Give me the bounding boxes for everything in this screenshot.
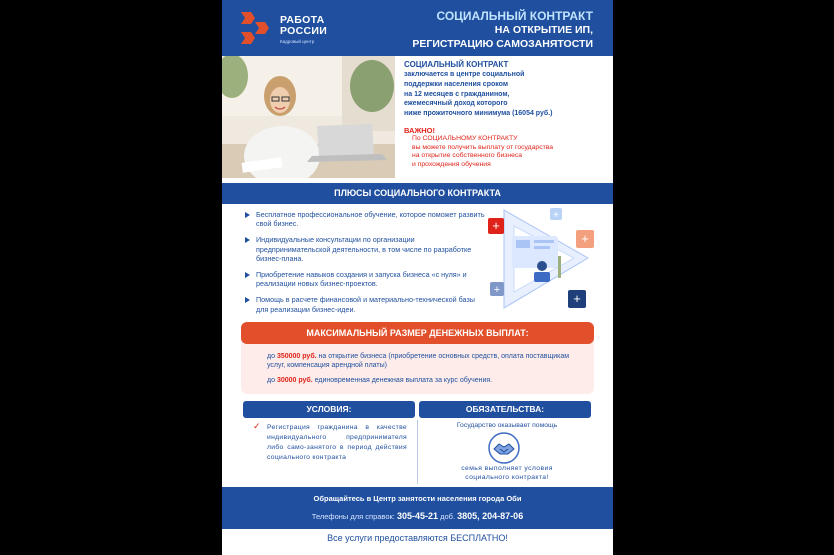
- obligations-line-2: семья выполняет условия социального контракта!: [461, 465, 553, 481]
- svg-text:+: +: [492, 218, 500, 233]
- logo-subtitle: Кадровый центр: [280, 39, 315, 44]
- svg-text:+: +: [581, 231, 589, 246]
- phone-main: 305-45-21: [396, 511, 439, 521]
- handshake-icon: [488, 432, 520, 464]
- footer-banner: [222, 487, 613, 529]
- benefits-title: ПЛЮСЫ СОЦИАЛЬНОГО КОНТРАКТА: [334, 188, 501, 198]
- footer-contact: Обращайтесь в Центр занятости населения города Оби: [313, 494, 522, 503]
- payments-title: МАКСИМАЛЬНЫЙ РАЗМЕР ДЕНЕЖНЫХ ВЫПЛАТ:: [241, 322, 594, 344]
- warning-text: По СОЦИАЛЬНОМУ КОНТРАКТУ вы можете получить выплату от государства на открытие собственного бизнеса и прохождения обучения: [412, 134, 554, 168]
- header-subtitle-1: НА ОТКРЫТИЕ ИП,: [494, 24, 593, 36]
- poster: [222, 0, 613, 555]
- benefits-list: [245, 210, 485, 321]
- list-item: Помощь в расчете финансовой и материально-технической базы для реализации бизнес-идеи.: [245, 295, 485, 313]
- list-item: Бесплатное профессиональное обучение, которое поможет развить свой бизнес.: [245, 210, 485, 228]
- benefits-band: [222, 183, 613, 204]
- free-services-note: Все услуги предоставляются БЕСПЛАТНО!: [327, 533, 508, 543]
- warning-heading: ВАЖНО!: [404, 125, 435, 135]
- conditions-text: Регистрация гражданина в качестве индивидуального предпринимателя либо само-занятого в период действия социального контракта: [267, 424, 407, 461]
- obligations-title: ОБЯЗАТЕЛЬСТВА:: [419, 401, 591, 418]
- list-item: Приобретение навыков создания и запуска бизнеса «с нуля» и реализации новых бизнес-проектов.: [245, 270, 485, 288]
- footer-phones: Телефоны для справок: 305-45-21 доб. 3805, 204-87-06: [311, 511, 524, 521]
- checkmark-icon: ✓: [253, 421, 261, 431]
- intro-text: заключается в центре социальной поддержки населения сроком на 12 месяцев с гражданином, ежемесячный доход которого ниже прожиточного минимума (16054 руб.): [404, 71, 553, 118]
- woman-laptop-photo: [222, 56, 395, 178]
- phone-ext: 3805, 204-87-06: [457, 511, 524, 521]
- logo-title: РАБОТА РОССИИ: [280, 14, 328, 37]
- obligations-line-1: Государство оказывает помощь: [456, 422, 558, 429]
- payment-amount-2: 30000 руб.: [276, 377, 313, 384]
- header-title: СОЦИАЛЬНЫЙ КОНТРАКТ: [436, 9, 593, 23]
- list-item: Индивидуальные консультации по организации предпринимательской деятельности, в том числе по разработке бизнес-плана.: [245, 235, 485, 263]
- logo-arrows-icon: [241, 12, 275, 44]
- payment-amount-1: 350000 руб.: [276, 353, 317, 360]
- header-subtitle-2: РЕГИСТРАЦИЮ САМОЗАНЯТОСТИ: [412, 38, 593, 50]
- header-banner: [222, 0, 613, 56]
- conditions-title: УСЛОВИЯ:: [243, 401, 415, 418]
- intro-block: [404, 60, 609, 169]
- payment-item-2: до 30000 руб. единовременная денежная выплата за курс обучения.: [267, 377, 493, 384]
- business-illustration-icon: [484, 206, 596, 312]
- payment-item-1: до 350000 руб. на открытие бизнеса (приобретение основных средств, оплата поставщикам услуг, компенсация арендной платы): [267, 353, 570, 370]
- svg-text:+: +: [573, 291, 581, 306]
- intro-heading: СОЦИАЛЬНЫЙ КОНТРАКТ: [404, 60, 509, 69]
- svg-text:+: +: [493, 284, 501, 296]
- divider: [417, 420, 418, 484]
- svg-text:+: +: [553, 210, 559, 221]
